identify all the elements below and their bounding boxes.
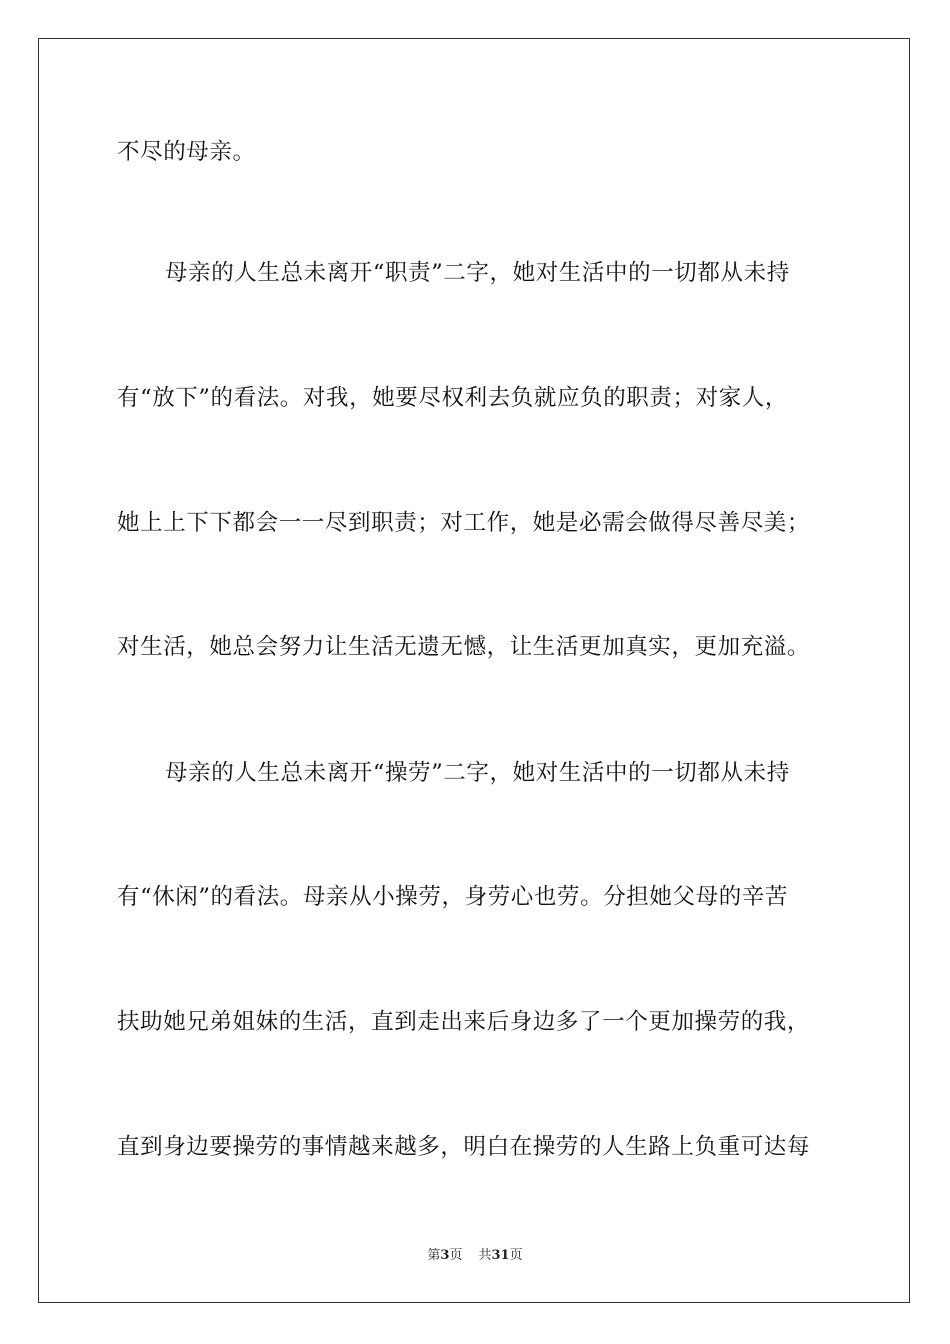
text-line-2: 母亲的人生总未离开“职责”二字，她对生活中的一切都从未持 [165, 260, 790, 286]
text-line-4: 她上上下下都会一一尽到职责；对工作，她是必需会做得尽善尽美； [117, 510, 811, 536]
text-line-3: 有“放下”的看法。对我，她要尽权利去负就应负的职责；对家人， [117, 385, 789, 411]
text-line-5: 对生活，她总会努力让生活无遗无憾，让生活更加真实，更加充溢。 [117, 634, 811, 660]
text-line-8: 扶助她兄弟姐妹的生活，直到走出来后身边多了一个更加操劳的我， [117, 1009, 811, 1035]
total-prefix: 共 [478, 1248, 492, 1263]
text-line-1: 不尽的母亲。 [117, 139, 256, 165]
page-suffix: 页 [449, 1248, 463, 1263]
total-suffix: 页 [509, 1248, 523, 1263]
text-line-6: 母亲的人生总未离开“操劳”二字，她对生活中的一切都从未持 [165, 760, 790, 786]
text-line-9: 直到身边要操劳的事情越来越多，明白在操劳的人生路上负重可达每 [117, 1134, 811, 1160]
text-line-7: 有“休闲”的看法。母亲从小操劳，身劳心也劳。分担她父母的辛苦 [117, 884, 789, 910]
page-footer [0, 1247, 950, 1265]
page-number: 3 [440, 1248, 450, 1263]
total-pages: 31 [491, 1248, 510, 1263]
page-prefix: 第 [427, 1248, 441, 1263]
page-frame [38, 38, 910, 1303]
